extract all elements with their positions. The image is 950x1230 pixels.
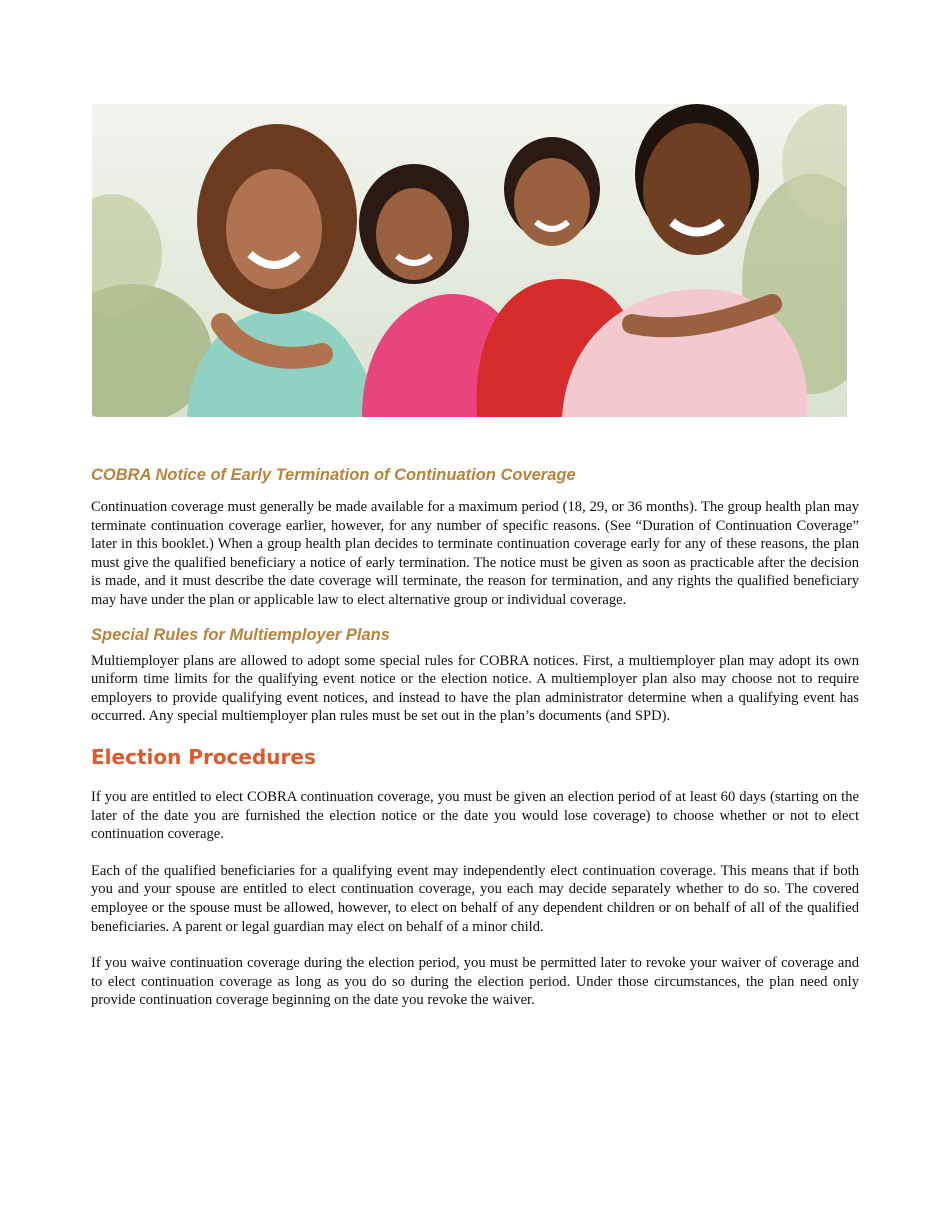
election-paragraph-3: If you waive continuation coverage during the election period, you must be permitted later to revoke your waiver of coverage and to elect continuation coverage as long as you do so during the election period. Under those circumstances, the plan need only provide continuation coverage beginning on the date you revoke the waiver. — [91, 955, 859, 1009]
family-photo-illustration — [92, 104, 847, 417]
family-photo — [92, 104, 847, 417]
election-procedures-heading: Election Procedures — [91, 744, 316, 769]
early-termination-heading: COBRA Notice of Early Termination of Continuation Coverage — [91, 466, 576, 484]
election-paragraph-2: Each of the qualified beneficiaries for a qualifying event may independently elect continuation coverage. This means that if both you and your spouse are entitled to elect continuation coverage, you each may decide separately whether to do so. The covered employee or the spouse must be allowed, however, to elect on behalf of any dependent children or on behalf of all of the qualified beneficiaries. A parent or legal guardian may elect on behalf of a minor child. — [91, 862, 859, 935]
election-paragraph-1: If you are entitled to elect COBRA continuation coverage, you must be given an election period of at least 60 days (starting on the later of the date you are furnished the election notice or the date you would lose coverage) to choose whether or not to elect continuation coverage. — [91, 788, 859, 843]
multiemployer-heading: Special Rules for Multiemployer Plans — [91, 625, 390, 644]
early-termination-paragraph: Continuation coverage must generally be made available for a maximum period (18, 29, or 36 months). The group health plan may terminate continuation coverage earlier, however, for any number of specific reasons. (See “Duration of Continuation Coverage” later in this booklet.) When a group health plan decides to terminate continuation coverage early for any of these reasons, the plan must give the qualified beneficiary a notice of early termination. The notice must be given as soon as practicable after the decision is made, and it must describe the date coverage will terminate, the reason for termination, and any rights the qualified beneficiary may have under the plan or applicable law to elect alternative group or individual coverage. — [91, 499, 859, 608]
multiemployer-paragraph: Multiemployer plans are allowed to adopt some special rules for COBRA notices. First, a multiemployer plan may adopt its own uniform time limits for the qualifying event notice or the election notice. A multiemployer plan also may choose not to require employers to provide qualifying event notices, and instead to have the plan administrator determine when a qualifying event has occurred. Any special multiemployer plan rules must be set out in the plan’s documents (and SPD). — [91, 652, 859, 725]
document-content — [91, 464, 859, 1010]
